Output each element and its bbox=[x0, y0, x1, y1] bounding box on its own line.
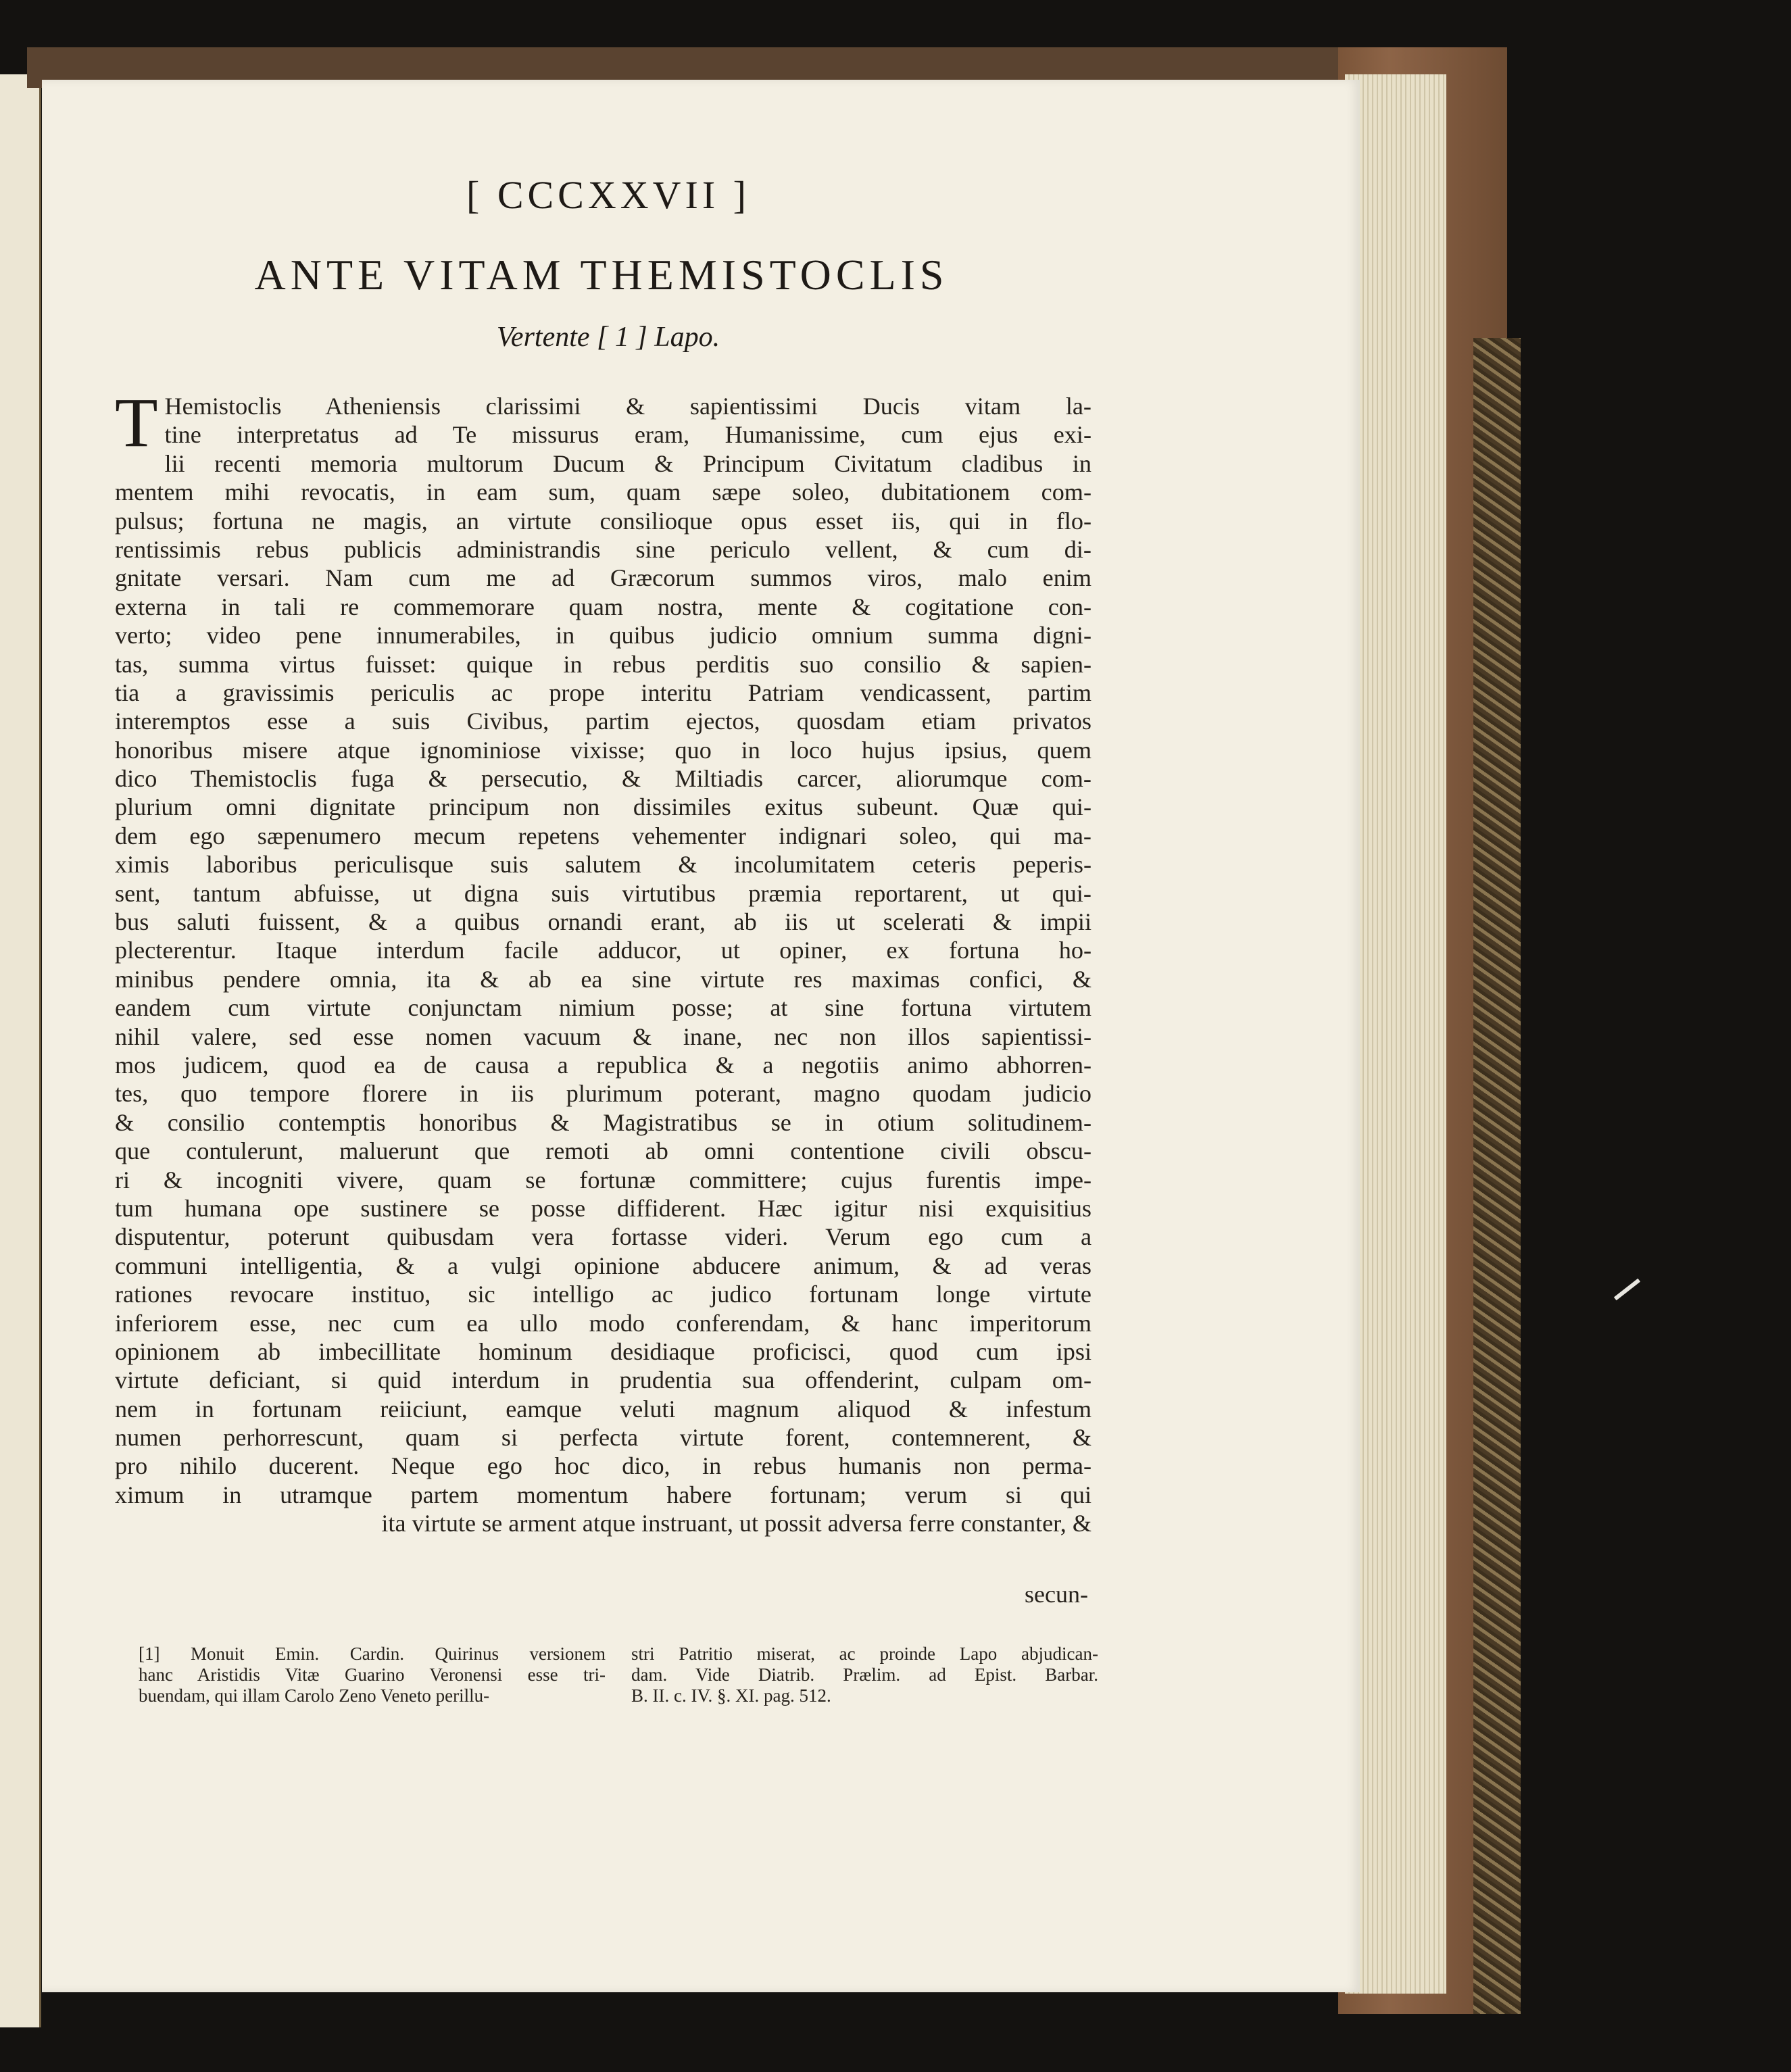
text-line: virtute deficiant, si quid interdum in prudentia sua offenderint, culpam om- bbox=[115, 1366, 1091, 1394]
text-line: pro nihilo ducerent. Neque ego hoc dico, in rebus humanis non perma- bbox=[115, 1452, 1091, 1480]
text-line: verto; video pene innumerabiles, in quibus judicio omnium summa digni- bbox=[115, 622, 1091, 649]
page-stack-edge bbox=[1345, 74, 1446, 1994]
text-line: mos judicem, quod ea de causa a republica & a negotiis animo abhorren- bbox=[115, 1051, 1091, 1079]
book-cover-marbled-edge bbox=[1473, 338, 1521, 2014]
text-line: nihil valere, sed esse nomen vacuum & inane, nec non illos sapientissi- bbox=[115, 1022, 1091, 1050]
body-text bbox=[115, 384, 1091, 1538]
text-line: pulsus; fortuna ne magis, an virtute consilioque opus esset iis, qui in flo- bbox=[115, 507, 1091, 535]
text-line: Hemistoclis Atheniensis clarissimi & sapientissimi Ducis vitam la- bbox=[164, 393, 1091, 420]
text-line: que contulerunt, maluerunt que remoti ab omni contentione civili obscu- bbox=[115, 1137, 1091, 1165]
text-line: honoribus misere atque ignominiose vixisse; quo in loco hujus ipsius, quem bbox=[115, 736, 1091, 764]
text-line: minibus pendere omnia, ita & ab ea sine virtute res maximas confici, & bbox=[115, 965, 1091, 993]
text-line: externa in tali re commemorare quam nostra, mente & cogitatione con- bbox=[115, 593, 1091, 620]
text-line: nem in fortunam reiiciunt, eamque veluti magnum aliquod & infestum bbox=[115, 1395, 1091, 1423]
text-line: dico Themistoclis fuga & persecutio, & Miltiadis carcer, aliorumque com- bbox=[115, 765, 1091, 793]
footnote-line: buendam, qui illam Carolo Zeno Veneto perillu- bbox=[139, 1685, 490, 1706]
page-title: ANTE VITAM THEMISTOCLIS bbox=[254, 251, 949, 299]
footnote-line: [1] Monuit Emin. Cardin. Quirinus versionem bbox=[139, 1644, 606, 1664]
text-line: dem ego sæpenumero mecum repetens vehementer indignari soleo, qui ma- bbox=[115, 822, 1091, 849]
left-page-edge bbox=[0, 74, 41, 2027]
footnote-line: stri Patritio miserat, ac proinde Lapo abjudican- bbox=[631, 1644, 1098, 1664]
text-line: inferiorem esse, nec cum ea ullo modo conferendam, & hanc imperitorum bbox=[115, 1309, 1091, 1337]
drop-cap: T bbox=[115, 384, 158, 462]
text-line: plurium omni dignitate principum non dissimiles exitus subeunt. Quæ qui- bbox=[115, 793, 1091, 821]
running-head: [ CCCXXVII ] bbox=[466, 173, 750, 217]
text-line: disputentur, poterunt quibusdam vera fortasse videri. Verum ego cum a bbox=[115, 1223, 1091, 1251]
footnote-line: B. II. c. IV. §. XI. pag. 512. bbox=[631, 1685, 831, 1706]
page-subtitle: Vertente [ 1 ] Lapo. bbox=[496, 322, 720, 353]
text-line: ximis laboribus periculisque suis salutem & incolumitatem ceteris peperis- bbox=[115, 851, 1091, 879]
text-line: tes, quo tempore florere in iis plurimum poterant, magno quodam judicio bbox=[115, 1080, 1091, 1108]
footnote-line: dam. Vide Diatrib. Prælim. ad Epist. Barbar. bbox=[631, 1664, 1098, 1685]
text-line: ita virtute se arment atque instruant, ut possit adversa ferre constanter, & bbox=[381, 1510, 1091, 1537]
text-line: ri & incogniti vivere, quam se fortunæ committere; cujus furentis impe- bbox=[115, 1166, 1091, 1193]
pencil-mark bbox=[1614, 1279, 1640, 1300]
text-line: ximum in utramque partem momentum habere fortunam; verum si qui bbox=[115, 1481, 1091, 1508]
text-line: tum humana ope sustinere se posse diffiderent. Hæc igitur nisi exquisitius bbox=[115, 1194, 1091, 1222]
text-line: opinionem ab imbecillitate hominum desidiaque proficisci, quod cum ipsi bbox=[115, 1337, 1091, 1365]
footnotes bbox=[139, 1644, 1098, 1706]
text-line: rationes revocare instituo, sic intelligo ac judico fortunam longe virtute bbox=[115, 1281, 1091, 1308]
text-line: rentissimis rebus publicis administrandis sine periculo vellent, & cum di- bbox=[115, 535, 1091, 563]
text-line: mentem mihi revocatis, in eam sum, quam sæpe soleo, dubitationem com- bbox=[115, 478, 1091, 506]
text-line: numen perhorrescunt, quam si perfecta virtute forent, contemnerent, & bbox=[115, 1424, 1091, 1452]
text-line: bus saluti fuissent, & a quibus ornandi erant, ab iis ut scelerati & impii bbox=[115, 908, 1091, 936]
text-line: eandem cum virtute conjunctam nimium posse; at sine fortuna virtutem bbox=[115, 994, 1091, 1022]
text-line: plecterentur. Itaque interdum facile adducor, ut opiner, ex fortuna ho- bbox=[115, 937, 1091, 964]
text-line: interemptos esse a suis Civibus, partim ejectos, quosdam etiam privatos bbox=[115, 708, 1091, 735]
catchword: secun- bbox=[1025, 1581, 1088, 1608]
text-line: gnitate versari. Nam cum me ad Græcorum summos viros, malo enim bbox=[115, 564, 1091, 592]
text-line: & consilio contemptis honoribus & Magistratibus se in otium solitudinem- bbox=[115, 1108, 1091, 1136]
text-line: lii recenti memoria multorum Ducum & Principum Civitatum cladibus in bbox=[164, 449, 1091, 477]
text-line: communi intelligentia, & a vulgi opinione abducere animum, & ad veras bbox=[115, 1252, 1091, 1279]
footnote-column-2 bbox=[631, 1644, 1098, 1706]
text-line: tas, summa virtus fuisset: quique in rebus perditis suo consilio & sapien- bbox=[115, 650, 1091, 678]
footnote-line: hanc Aristidis Vitæ Guarino Veronensi esse tri- bbox=[139, 1664, 606, 1685]
text-line: sent, tantum abfuisse, ut digna suis virtutibus præmia reportarent, ut qui- bbox=[115, 879, 1091, 907]
footnote-column-1 bbox=[139, 1644, 606, 1706]
text-line: tine interpretatus ad Te missurus eram, Humanissime, cum ejus exi- bbox=[164, 421, 1091, 449]
text-line: tia a gravissimis periculis ac prope interitu Patriam vendicassent, partim bbox=[115, 679, 1091, 706]
